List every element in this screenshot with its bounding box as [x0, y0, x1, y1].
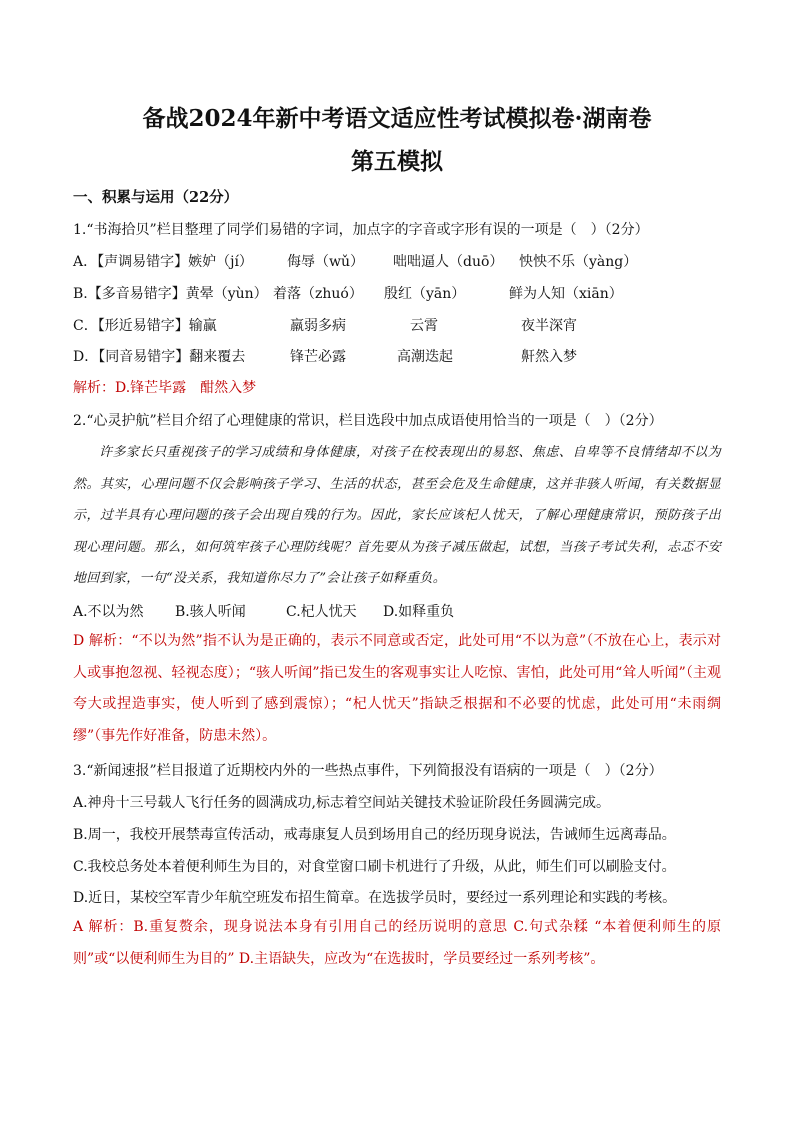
q3-option-c: C.我校总务处本着便利师生为目的，对食堂窗口刷卡机进行了升级，从此，师生们可以刷脸支付。 [73, 859, 676, 875]
q2-option-a: A.不以为然 [73, 604, 144, 620]
q1-analysis: 解析：D.锋芒毕露 酣然入梦 [73, 380, 257, 396]
q2-passage-text: 许多家长只重视孩子的学习成绩和身体健康，对孩子在校表现出的易怒、焦虑、自卑等不良情绪却不以为然。其实，心理问题不仅会影响孩子学习、生活的状态，甚至会危及生命健康，这并非骇人听闻，有关数据显示，过半具有心理问题的孩子会出现自残的行为。因此，家长应该杞人忧天，了解心理健康常识，预防孩子出现心理问题。那么，如何筑牢孩子心理防线呢？首先要从为孩子减压做起，试想，当孩子考试失利，忐忑不安地回到家，一句“没关系，我知道你尽力了”会让孩子如释重负。 [73, 445, 721, 586]
page-subtitle: 第五模拟 [351, 148, 443, 175]
q1-d-4: 鼾然入梦 [521, 349, 577, 365]
q2-stem: 2.“心灵护航”栏目介绍了心理健康的常识，栏目选段中加点成语使用恰当的一项是（ ）（2分） [73, 413, 663, 429]
q2-option-c: C.杞人忧天 [286, 604, 357, 620]
q1-c-4: 夜半深宵 [521, 318, 577, 334]
q2-option-b: B.骇人听闻 [175, 604, 246, 620]
q3-stem: 3.“新闻速报”栏目报道了近期校内外的一些热点事件，下列简报没有语病的一项是（ ）（2分） [73, 763, 663, 779]
page-title: 备战2024年新中考语文适应性考试模拟卷·湖南卷 [142, 105, 652, 132]
q1-a-3: 咄咄逼人（duō） [393, 254, 504, 270]
q1-c-1: C．【形近易错字】输赢 [73, 318, 217, 334]
q1-b-2: 着落（zhuó） [273, 286, 363, 302]
q3-option-b: B.周一，我校开展禁毒宣传活动，戒毒康复人员到场用自己的经历现身说法，告诫师生远离毒品。 [73, 827, 676, 843]
q2-passage [73, 437, 721, 595]
q1-a-4: 怏怏不乐（yàng） [519, 254, 638, 270]
q3-analysis [73, 912, 721, 975]
q1-b-3: 殷红（yān） [384, 286, 466, 302]
q1-b-1: B.【多音易错字】黄晕（yùn） [73, 286, 268, 302]
q1-a-1: A．【声调易错字】嫉妒（jí） [73, 254, 253, 270]
section-heading: 一、积累与运用（22分） [73, 189, 239, 206]
q2-option-d: D.如释重负 [383, 604, 455, 620]
q1-c-2: 羸弱多病 [290, 318, 346, 334]
q3-analysis-text: A 解析：B.重复赘余，现身说法本身有引用自己的经历说明的意思 C.句式杂糅 “本着便利师生的原则”或“以便利师生为目的” D.主语缺失，应改为“在选拔时，学员要经过一系列考核”。 [73, 919, 721, 967]
q1-d-1: D．【同音易错字】翻来覆去 [73, 349, 246, 365]
q1-c-3: 云霄 [410, 318, 438, 334]
q1-d-2: 锋芒必露 [290, 349, 346, 365]
q1-stem: 1.“书海拾贝”栏目整理了同学们易错的字词，加点字的字音或字形有误的一项是（ ）（2分） [73, 222, 649, 238]
q3-option-d: D.近日，某校空军青少年航空班发布招生简章。在选拔学员时，要经过一系列理论和实践的考核。 [73, 890, 677, 906]
q2-analysis [73, 626, 721, 752]
q2-analysis-text: D 解析：“不以为然”指不认为是正确的，表示不同意或否定，此处可用“不以为意”（不放在心上，表示对人或事抱忽视、轻视态度）；“骇人听闻”指已发生的客观事实让人吃惊、害怕，此处可用“耸人听闻”（主观夸大或捏造事实，使人听到了感到震惊）；“杞人忧天”指缺乏根据和不必要的忧虑，此处可用“未雨绸缪”（事先作好准备，防患未然）。 [73, 633, 721, 744]
q1-b-4: 鲜为人知（xiān） [509, 286, 623, 302]
q3-option-a: A.神舟十三号载人飞行任务的圆满成功,标志着空间站关键技术验证阶段任务圆满完成。 [73, 795, 611, 811]
q1-a-2: 侮辱（wǔ） [287, 254, 364, 270]
q1-d-3: 高潮迭起 [397, 349, 453, 365]
